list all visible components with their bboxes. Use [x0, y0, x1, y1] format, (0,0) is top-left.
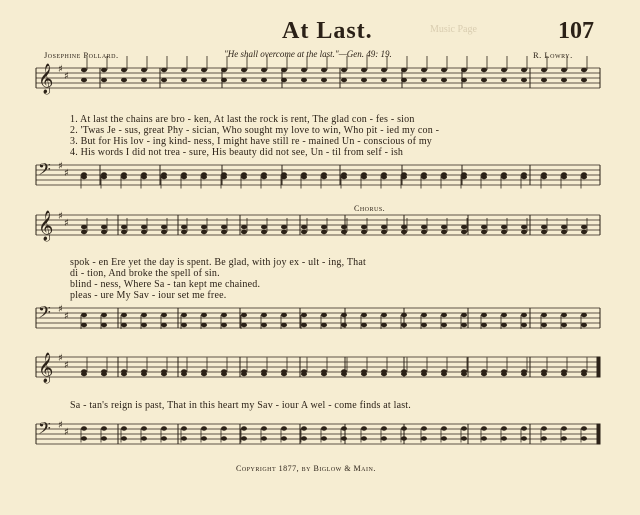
notehead [441, 68, 447, 72]
sharp-icon: ♯ [58, 64, 63, 75]
notehead [281, 225, 287, 229]
notehead [581, 68, 587, 72]
notehead [161, 426, 167, 430]
notehead [201, 313, 207, 317]
sharp-icon: ♯ [58, 211, 63, 222]
notehead [381, 230, 387, 234]
notehead [401, 78, 407, 82]
notehead [321, 225, 327, 229]
notehead [361, 175, 367, 179]
notehead [461, 436, 467, 440]
verse-1-line-2: spok - en Ere yet the day is spent. Be glad, with joy ex - ult - ing, That [70, 257, 366, 268]
notehead [81, 323, 87, 327]
verse-4-line-2: pleas - ure My Sav - iour set me free. [70, 290, 227, 301]
notehead [361, 68, 367, 72]
notehead [161, 323, 167, 327]
notehead [161, 313, 167, 317]
notehead [241, 225, 247, 229]
notehead [221, 68, 227, 72]
notehead [541, 426, 547, 430]
notehead [321, 230, 327, 234]
notehead [461, 225, 467, 229]
notehead [381, 78, 387, 82]
notehead [181, 78, 187, 82]
notehead [421, 436, 427, 440]
notehead [441, 175, 447, 179]
notehead [181, 68, 187, 72]
sharp-icon: ♯ [58, 161, 63, 172]
notehead [461, 78, 467, 82]
notehead [501, 426, 507, 430]
author-credit: Josephine Pollard. [44, 50, 119, 60]
verse-2-line-1: 2. 'Twas Je - sus, great Phy - sician, Who sought my love to win, Who pit - ied my con - [70, 125, 440, 136]
copyright-notice: Copyright 1877, by Biglow & Main. [236, 464, 376, 473]
notehead [421, 225, 427, 229]
notehead [121, 175, 127, 179]
notehead [281, 175, 287, 179]
notehead [501, 68, 507, 72]
notehead [521, 323, 527, 327]
sharp-icon: ♯ [64, 168, 69, 179]
notehead [221, 323, 227, 327]
notehead [261, 78, 267, 82]
notehead [281, 323, 287, 327]
notehead [121, 225, 127, 229]
notehead [221, 313, 227, 317]
notehead [441, 225, 447, 229]
notehead [481, 313, 487, 317]
notehead [301, 436, 307, 440]
notehead [481, 225, 487, 229]
notehead [181, 323, 187, 327]
notehead [421, 372, 427, 376]
notehead [501, 225, 507, 229]
notehead [361, 426, 367, 430]
notehead [441, 436, 447, 440]
notehead [341, 323, 347, 327]
chorus-lyric-line: Sa - tan's reign is past, That in this heart my Sav - iour A wel - come finds at last. [70, 400, 411, 411]
notehead [101, 426, 107, 430]
bass-clef-icon: 𝄢 [38, 159, 51, 183]
notehead [141, 175, 147, 179]
notehead [101, 313, 107, 317]
notehead [121, 426, 127, 430]
notehead [501, 175, 507, 179]
notehead [561, 426, 567, 430]
notehead [181, 313, 187, 317]
notehead [381, 426, 387, 430]
notehead [581, 313, 587, 317]
notehead [341, 426, 347, 430]
notehead [241, 426, 247, 430]
notehead [121, 436, 127, 440]
notehead [81, 230, 87, 234]
notehead [301, 225, 307, 229]
notehead [501, 323, 507, 327]
notehead [161, 436, 167, 440]
page-number: 107 [558, 18, 594, 44]
notehead [441, 313, 447, 317]
notehead [81, 426, 87, 430]
notehead [101, 78, 107, 82]
notehead [101, 230, 107, 234]
notehead [201, 323, 207, 327]
notehead [141, 372, 147, 376]
notehead [421, 175, 427, 179]
notehead [541, 68, 547, 72]
notehead [501, 372, 507, 376]
notehead [561, 230, 567, 234]
notehead [521, 230, 527, 234]
notehead [141, 225, 147, 229]
notehead [121, 323, 127, 327]
notehead [81, 78, 87, 82]
notehead [341, 225, 347, 229]
notehead [181, 225, 187, 229]
notehead [381, 68, 387, 72]
notehead [541, 78, 547, 82]
sharp-icon: ♯ [58, 353, 63, 364]
notehead [361, 313, 367, 317]
notehead [261, 68, 267, 72]
notehead [301, 175, 307, 179]
notehead [261, 175, 267, 179]
clefs [38, 63, 69, 442]
notehead [421, 323, 427, 327]
notehead [341, 313, 347, 317]
notehead [281, 68, 287, 72]
notehead [361, 436, 367, 440]
treble-clef-icon: 𝄞 [38, 353, 54, 383]
notehead [421, 426, 427, 430]
notehead [521, 78, 527, 82]
notehead [221, 372, 227, 376]
composer-credit: R. Lowry. [533, 50, 573, 60]
notehead [241, 436, 247, 440]
notehead [141, 426, 147, 430]
treble-clef-icon: 𝄞 [38, 64, 54, 94]
notehead [301, 78, 307, 82]
notehead [561, 68, 567, 72]
bass-clef-icon: 𝄢 [38, 418, 51, 442]
notehead [381, 323, 387, 327]
notehead [201, 372, 207, 376]
notehead [401, 68, 407, 72]
notehead [221, 175, 227, 179]
notehead [401, 426, 407, 430]
final-barline [597, 357, 600, 377]
notehead [81, 372, 87, 376]
notehead [401, 175, 407, 179]
notehead [261, 372, 267, 376]
verse-4-line-1: 4. His words I did not trea - sure, His beauty did not see, Un - til from self - ish [70, 147, 404, 158]
notehead [521, 372, 527, 376]
notehead [321, 436, 327, 440]
notehead [461, 68, 467, 72]
notehead [481, 436, 487, 440]
notehead [201, 68, 207, 72]
notehead [181, 230, 187, 234]
notehead [561, 225, 567, 229]
notehead [561, 436, 567, 440]
notehead [461, 230, 467, 234]
notehead [81, 68, 87, 72]
notehead [301, 68, 307, 72]
notehead [241, 78, 247, 82]
notehead [541, 372, 547, 376]
notehead [161, 68, 167, 72]
notehead [541, 323, 547, 327]
notehead [481, 68, 487, 72]
notehead [501, 436, 507, 440]
notehead [261, 426, 267, 430]
notehead [361, 78, 367, 82]
notehead [461, 426, 467, 430]
scripture-epigraph: "He shall overcome at the last."—Gen. 49: 19. [224, 49, 392, 59]
notehead [101, 175, 107, 179]
notehead [521, 426, 527, 430]
notehead [301, 426, 307, 430]
notehead [221, 225, 227, 229]
notehead [81, 313, 87, 317]
notehead [481, 372, 487, 376]
notehead [101, 323, 107, 327]
running-head-bleedthrough: Music Page [430, 24, 477, 35]
notehead [181, 436, 187, 440]
notehead [201, 78, 207, 82]
notehead [401, 323, 407, 327]
notehead [481, 323, 487, 327]
final-barline [597, 424, 600, 444]
sharp-icon: ♯ [64, 218, 69, 229]
notehead [301, 372, 307, 376]
notehead [301, 313, 307, 317]
notehead [381, 175, 387, 179]
notehead [561, 323, 567, 327]
notehead [581, 230, 587, 234]
notehead [161, 372, 167, 376]
notehead [381, 225, 387, 229]
notehead [321, 175, 327, 179]
sharp-icon: ♯ [64, 360, 69, 371]
notehead [521, 225, 527, 229]
notehead [321, 78, 327, 82]
notehead [521, 313, 527, 317]
sharp-icon: ♯ [58, 420, 63, 431]
notehead [281, 426, 287, 430]
notehead [261, 436, 267, 440]
notehead [501, 78, 507, 82]
notehead [181, 372, 187, 376]
notehead [221, 436, 227, 440]
notehead [521, 175, 527, 179]
notehead [421, 313, 427, 317]
notehead [341, 175, 347, 179]
notehead [201, 225, 207, 229]
notehead [121, 372, 127, 376]
notehead [421, 78, 427, 82]
notehead [441, 230, 447, 234]
notehead [461, 372, 467, 376]
notehead [261, 230, 267, 234]
notehead [101, 68, 107, 72]
notehead [341, 78, 347, 82]
notehead [361, 225, 367, 229]
verse-3-line-2: blind - ness, Where Sa - tan kept me chained. [70, 279, 261, 290]
notehead [381, 313, 387, 317]
notehead [361, 372, 367, 376]
treble-clef-icon: 𝄞 [38, 211, 54, 241]
sharp-icon: ♯ [64, 71, 69, 82]
notehead [461, 313, 467, 317]
notehead [101, 225, 107, 229]
sharp-icon: ♯ [64, 427, 69, 438]
notehead [261, 323, 267, 327]
notehead [241, 323, 247, 327]
notehead [141, 313, 147, 317]
bass-clef-icon: 𝄢 [38, 302, 51, 326]
sharp-icon: ♯ [64, 311, 69, 322]
notehead [581, 225, 587, 229]
notehead [321, 426, 327, 430]
notehead [481, 230, 487, 234]
notehead [81, 175, 87, 179]
notehead [541, 230, 547, 234]
notehead [141, 78, 147, 82]
notehead [361, 230, 367, 234]
notehead [141, 230, 147, 234]
notehead [521, 436, 527, 440]
notehead [101, 372, 107, 376]
notehead [281, 78, 287, 82]
notehead [561, 78, 567, 82]
notehead [561, 175, 567, 179]
notehead [101, 436, 107, 440]
verse-1-line-1: 1. At last the chains are bro - ken, At last the rock is rent, The glad con - fes - sion [70, 114, 415, 125]
hymn-title: At Last. [282, 18, 373, 44]
notehead [201, 426, 207, 430]
notehead [461, 175, 467, 179]
notehead [581, 426, 587, 430]
notehead [341, 372, 347, 376]
notehead [161, 175, 167, 179]
notehead [361, 323, 367, 327]
notehead [521, 68, 527, 72]
notehead [581, 372, 587, 376]
notehead [581, 78, 587, 82]
notehead [381, 436, 387, 440]
notehead [81, 436, 87, 440]
notehead [481, 78, 487, 82]
notehead [221, 230, 227, 234]
notehead [581, 436, 587, 440]
notehead [161, 225, 167, 229]
notehead [141, 68, 147, 72]
notehead [341, 68, 347, 72]
notehead [401, 436, 407, 440]
notehead [121, 68, 127, 72]
notehead [341, 436, 347, 440]
notehead [241, 372, 247, 376]
notehead [441, 78, 447, 82]
notehead [581, 175, 587, 179]
notehead [241, 68, 247, 72]
notehead [201, 175, 207, 179]
notehead [541, 225, 547, 229]
notehead [241, 230, 247, 234]
notehead [541, 175, 547, 179]
notehead [281, 372, 287, 376]
notehead [281, 230, 287, 234]
notehead [461, 323, 467, 327]
notehead [541, 436, 547, 440]
notehead [221, 78, 227, 82]
verse-2-line-2: di - tion, And broke the spell of sin. [70, 268, 220, 279]
notehead [121, 78, 127, 82]
notehead [241, 175, 247, 179]
notehead [181, 175, 187, 179]
notehead [301, 323, 307, 327]
notehead [181, 426, 187, 430]
notehead [341, 230, 347, 234]
notehead [261, 313, 267, 317]
notehead [401, 230, 407, 234]
notehead [401, 313, 407, 317]
notehead [401, 225, 407, 229]
notehead [421, 230, 427, 234]
notehead [121, 313, 127, 317]
notehead [441, 323, 447, 327]
verse-3-line-1: 3. But for His lov - ing kind- ness, I might have still re - mained Un - conscious of my [70, 136, 432, 147]
notehead [501, 313, 507, 317]
notehead [141, 436, 147, 440]
notehead [501, 230, 507, 234]
notehead [161, 78, 167, 82]
notehead [261, 225, 267, 229]
notehead [281, 313, 287, 317]
notehead [441, 372, 447, 376]
notehead [241, 313, 247, 317]
notehead [221, 426, 227, 430]
notehead [441, 426, 447, 430]
notehead [421, 68, 427, 72]
notehead [201, 436, 207, 440]
notehead [561, 372, 567, 376]
notehead [481, 175, 487, 179]
notehead [541, 313, 547, 317]
notehead [281, 436, 287, 440]
notehead [161, 230, 167, 234]
notehead [321, 323, 327, 327]
notehead [141, 323, 147, 327]
notehead [201, 230, 207, 234]
notehead [301, 230, 307, 234]
notehead [481, 426, 487, 430]
notehead [321, 313, 327, 317]
sharp-icon: ♯ [58, 304, 63, 315]
notehead [321, 68, 327, 72]
notehead [81, 225, 87, 229]
notehead [401, 372, 407, 376]
notehead [381, 372, 387, 376]
chorus-label: Chorus. [354, 204, 386, 213]
notehead [581, 323, 587, 327]
notehead [321, 372, 327, 376]
notehead [561, 313, 567, 317]
notehead [121, 230, 127, 234]
